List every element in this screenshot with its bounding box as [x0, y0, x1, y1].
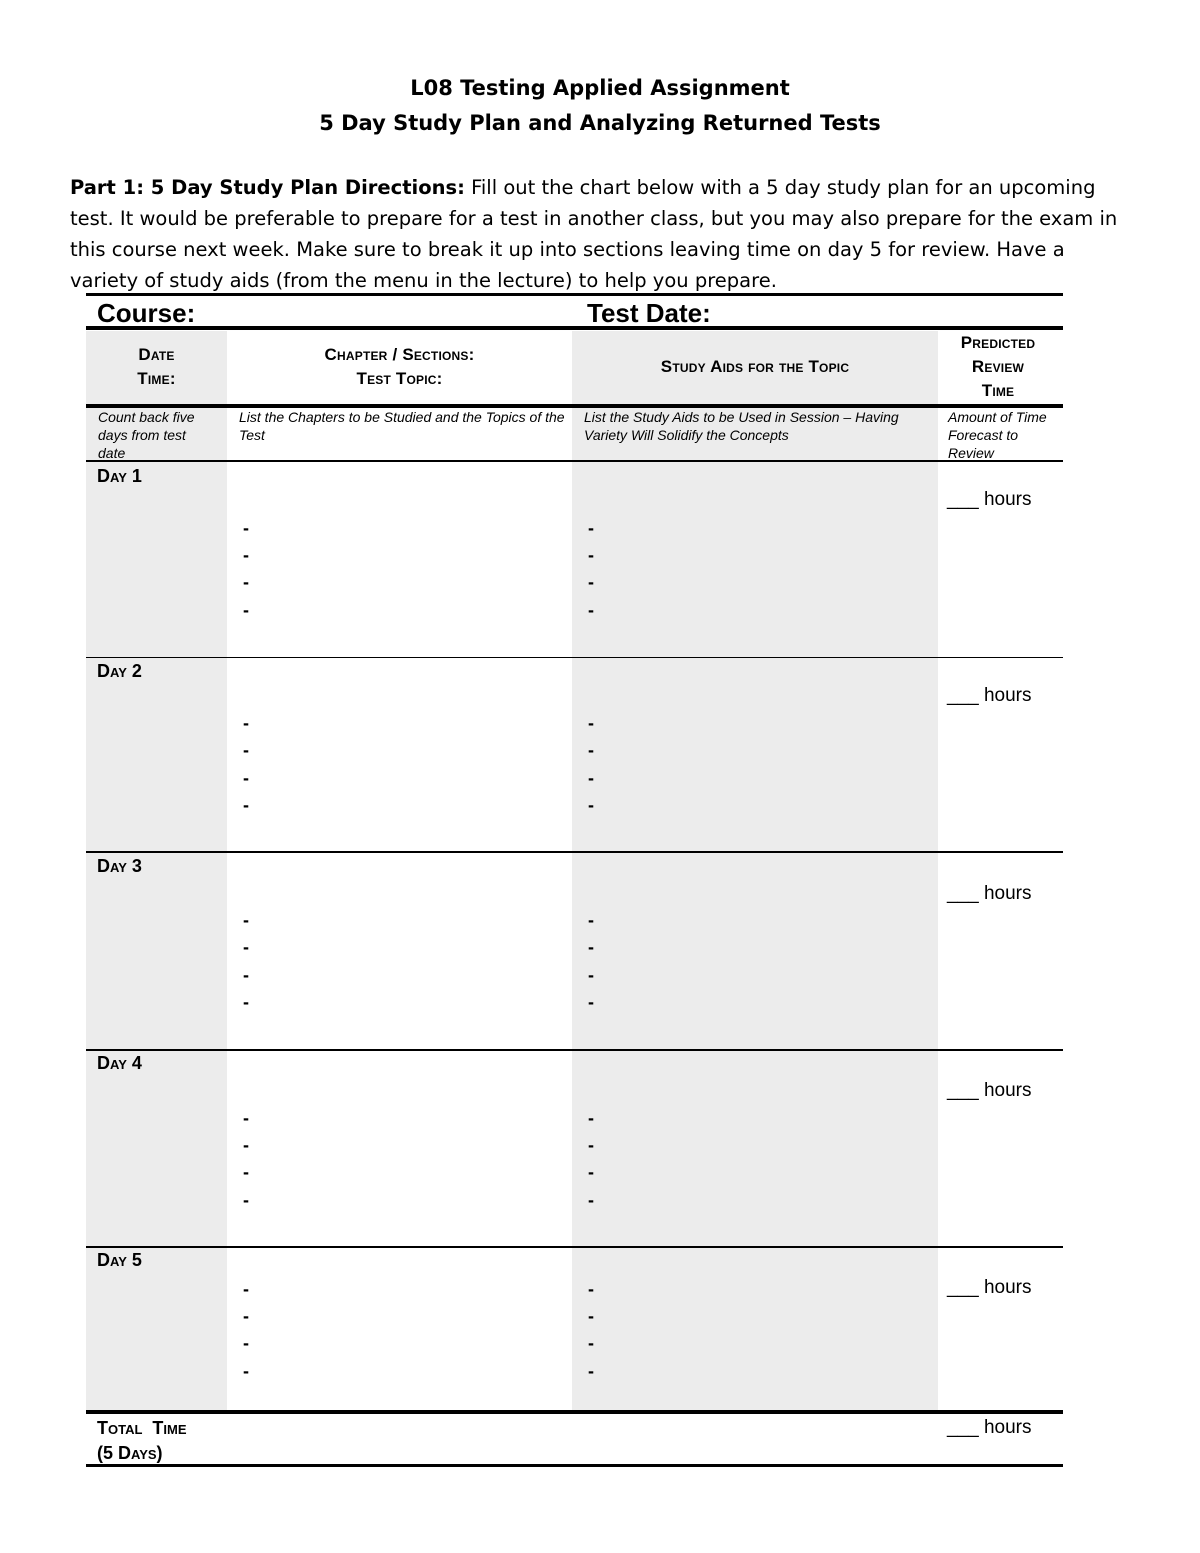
chapter-bullet: -: [243, 965, 249, 985]
table-bottom-rule: [86, 1464, 1063, 1467]
hint-rule: [86, 460, 1063, 462]
chapter-bullet: -: [243, 1333, 249, 1353]
hours-field[interactable]: ___ hours: [947, 1080, 1032, 1101]
test-date-field-label: Test Date:: [587, 298, 711, 328]
chapter-bullet: -: [243, 1108, 249, 1128]
chapter-bullet: -: [243, 1190, 249, 1210]
chapter-bullet: -: [243, 600, 249, 620]
chapter-bullet: -: [243, 545, 249, 565]
chapter-bullet: -: [243, 768, 249, 788]
directions-text: Fill out the chart below with a 5 day study plan for an upcoming test. It would be preferable to prepare for a test in another class, but you may also prepare for the exam in this course next week. Make sure to break it up into sections leaving time on day 5 for review. Have a variety of study aids (from the menu in the lecture) to help you prepare.: [70, 176, 1118, 292]
hint-date: Count back five days from test date: [98, 409, 195, 461]
total-hours-field[interactable]: ___ hours: [947, 1417, 1032, 1438]
column-header-chapter-line2: Test Topic:: [356, 369, 443, 388]
day2-rule: [86, 657, 1063, 658]
chapter-bullet: -: [243, 518, 249, 538]
total-rule: [86, 1410, 1063, 1414]
day-label: Day 1: [97, 466, 142, 486]
column-header-date-line1: Date: [138, 345, 175, 364]
chapter-bullet: -: [243, 910, 249, 930]
chapter-bullet: -: [243, 1279, 249, 1299]
day-label: Day 4: [97, 1053, 142, 1073]
column-header-review: [938, 331, 1058, 403]
chapter-bullet: -: [243, 1306, 249, 1326]
course-row-rule: [86, 326, 1063, 330]
page-subtitle: 5 Day Study Plan and Analyzing Returned Tests: [319, 111, 881, 135]
aids-bullet: -: [588, 1361, 594, 1381]
aids-bullet: -: [588, 740, 594, 760]
chapter-bullet: -: [243, 937, 249, 957]
column-header-review-line1: Predicted: [960, 333, 1036, 352]
chapter-bullet: -: [243, 1361, 249, 1381]
aids-bullet: -: [588, 1190, 594, 1210]
course-field-label: Course:: [97, 298, 196, 328]
aids-bullet: -: [588, 518, 594, 538]
chapter-bullet: -: [243, 992, 249, 1012]
aids-bullet: -: [588, 572, 594, 592]
hours-field[interactable]: ___ hours: [947, 489, 1032, 510]
hint-aids: List the Study Aids to be Used in Session – Having Variety Will Solidify the Concepts: [584, 409, 899, 443]
chapter-bullet: -: [243, 740, 249, 760]
column-header-aids-line1: Study Aids for the Topic: [660, 357, 850, 376]
shade-aids-column: [572, 331, 938, 1411]
column-header-date: [86, 343, 227, 391]
aids-bullet: -: [588, 1135, 594, 1155]
aids-bullet: -: [588, 1108, 594, 1128]
hint-review: Amount of Time Forecast to Review: [948, 409, 1047, 461]
table-top-rule: [86, 293, 1063, 296]
day-label: Day 2: [97, 661, 142, 681]
total-time-label-line2: (5 Days): [97, 1443, 163, 1463]
chapter-bullet: -: [243, 572, 249, 592]
chapter-bullet: -: [243, 713, 249, 733]
aids-bullet: -: [588, 1162, 594, 1182]
column-header-chapter: [227, 343, 572, 391]
day4-rule: [86, 1049, 1063, 1051]
aids-bullet: -: [588, 910, 594, 930]
chapter-bullet: -: [243, 795, 249, 815]
header-rule: [86, 404, 1063, 408]
aids-bullet: -: [588, 1279, 594, 1299]
page-title: L08 Testing Applied Assignment: [410, 76, 790, 100]
column-header-review-line2: Review: [971, 357, 1025, 376]
total-time-label-line1: Total Time: [97, 1418, 187, 1438]
day-label: Day 3: [97, 856, 142, 876]
aids-bullet: -: [588, 937, 594, 957]
aids-bullet: -: [588, 768, 594, 788]
aids-bullet: -: [588, 795, 594, 815]
column-header-chapter-line1: Chapter / Sections:: [324, 345, 475, 364]
aids-bullet: -: [588, 1333, 594, 1353]
chapter-bullet: -: [243, 1162, 249, 1182]
day3-rule: [86, 851, 1063, 853]
hours-field[interactable]: ___ hours: [947, 1277, 1032, 1298]
aids-bullet: -: [588, 992, 594, 1012]
aids-bullet: -: [588, 713, 594, 733]
column-header-aids: [572, 355, 938, 379]
column-header-date-line2: Time:: [137, 369, 176, 388]
directions-paragraph: [70, 172, 1135, 296]
aids-bullet: -: [588, 600, 594, 620]
hours-field[interactable]: ___ hours: [947, 685, 1032, 706]
total-time-label: [97, 1416, 187, 1466]
day-label: Day 5: [97, 1250, 142, 1270]
chapter-bullet: -: [243, 1135, 249, 1155]
directions-label: Part 1: 5 Day Study Plan Directions:: [70, 176, 465, 199]
aids-bullet: -: [588, 1306, 594, 1326]
hours-field[interactable]: ___ hours: [947, 883, 1032, 904]
aids-bullet: -: [588, 965, 594, 985]
aids-bullet: -: [588, 545, 594, 565]
day5-rule: [86, 1246, 1063, 1248]
column-header-review-line3: Time: [981, 381, 1015, 400]
hint-chapter: List the Chapters to be Studied and the Topics of the Test: [239, 409, 565, 443]
